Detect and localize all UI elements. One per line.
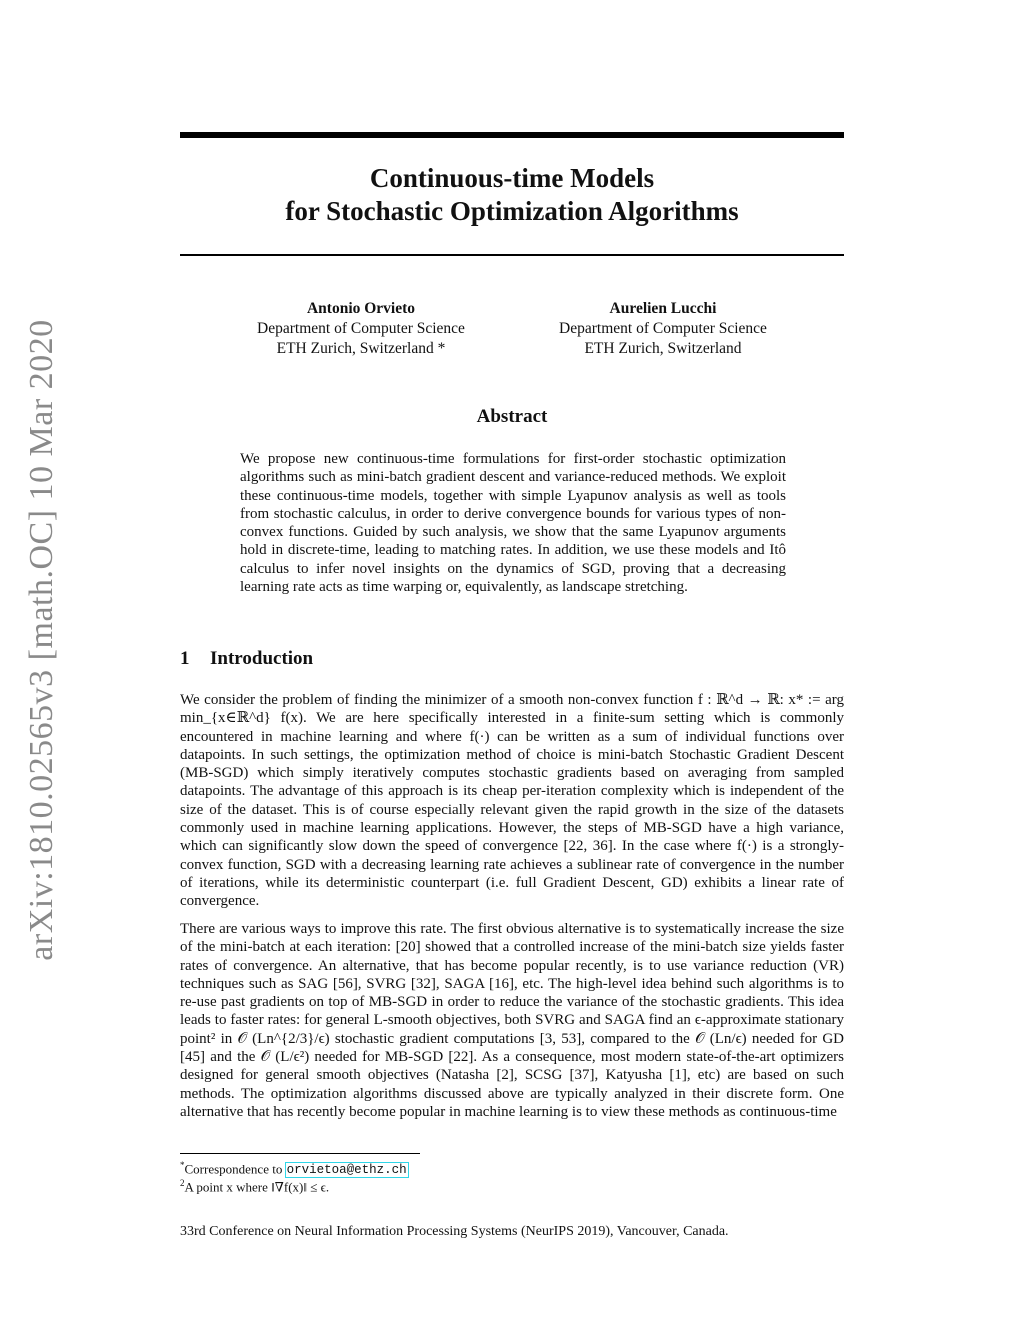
- section-heading: [180, 648, 313, 670]
- conference-note: 33rd Conference on Neural Information Processing Systems (NeurIPS 2019), Vancouver, Canada.: [180, 1224, 729, 1239]
- author-affil: ETH Zurich, Switzerland: [584, 340, 742, 357]
- author-name: Antonio Orvieto: [306, 300, 416, 317]
- footnote-2-text: A point x where ‖∇f(x)‖ ≤ ϵ.: [184, 1179, 330, 1195]
- email-link[interactable]: orvietoa@ethz.ch: [286, 1163, 407, 1178]
- title-line-2: for Stochastic Optimization Algorithms: [285, 196, 739, 226]
- abstract-heading: Abstract: [476, 406, 548, 427]
- author-block-2: [513, 299, 813, 359]
- title-rule-bottom: [180, 254, 844, 256]
- footnote-2: $^2$A point x where ‖∇f(x)‖ ≤ ϵ.: [180, 1178, 330, 1195]
- footnote-1-text: Correspondence to: [184, 1161, 283, 1177]
- author-affil: ETH Zurich, Switzerland *: [276, 340, 446, 357]
- author-dept: Department of Computer Science: [559, 320, 767, 337]
- abstract-text: We propose new continuous-time formulations for first-order stochastic optimization algorithms such as mini-batch gradient descent and variance-reduced methods. We exploit these continuous-time models, together with simple Lyapunov analysis as well as tools from stochastic calculus, in order to derive convergence bounds for various types of non-convex functions. Guided by such analysis, we show that the same Lyapunov arguments hold in discrete-time, leading to matching rates. In addition, we use these models and Itô calculus to infer novel insights on the dynamics of SGD, proving that a decreasing learning rate acts as time warping or, equivalently, as landscape stretching.: [240, 451, 786, 596]
- paper-title: [180, 162, 844, 228]
- author-name: Aurelien Lucchi: [609, 300, 717, 317]
- section-number: 1: [180, 648, 190, 669]
- footnote-rule: [180, 1153, 420, 1154]
- title-line-1: Continuous-time Models: [369, 163, 655, 193]
- author-dept: Department of Computer Science: [257, 320, 465, 337]
- intro-paragraph-1: We consider the problem of finding the minimizer of a smooth non-convex function f : ℝ^d → ℝ: x* := arg min_{x∈ℝ^d} f(x). We are here specifically interested in a finite-sum setting which is commonly encountered in machine learning and where f(·) can be written as a sum of individual functions over datapoints. In such settings, the optimization method of choice is mini-batch Stochastic Gradient Descent (MB-SGD) which simply iteratively computes stochastic gradients based on averaging from sampled datapoints. The advantage of this approach is its cheap per-iteration complexity which is independent of the size of the dataset. This is of course especially relevant given the rapid growth in the size of the datasets commonly used in machine learning applications. However, the steps of MB-SGD have a high variance, which can significantly slow down the speed of convergence [22, 36]. In the case where f(·) is a strongly-convex function, SGD with a decreasing learning rate achieves a sublinear rate of convergence in the number of iterations, while its deterministic counterpart (i.e. full Gradient Descent, GD) exhibits a linear rate of convergence.: [180, 692, 844, 910]
- title-rule-top: [180, 132, 844, 138]
- section-title: Introduction: [210, 648, 314, 669]
- arxiv-stamp: arXiv:1810.02565v3 [math.OC] 10 Mar 2020: [23, 319, 60, 961]
- intro-paragraph-2: There are various ways to improve this rate. The first obvious alternative is to systematically increase the size of the mini-batch at each iteration: [20] showed that a controlled increase of the mini-batch size yields faster rates of convergence. An alternative, that has become popular recently, is to use variance reduction (VR) techniques such as SAG [56], SVRG [32], SAGA [16], etc. The high-level idea behind such algorithms is to re-use past gradients on top of MB-SGD in order to reduce the variance of the stochastic gradients. This idea leads to faster rates: for general L-smooth objectives, both SVRG and SAGA find an ϵ-approximate stationary point² in 𝒪 (Ln^{2/3}/ϵ) stochastic gradient computations [3, 53], compared to the 𝒪 (Ln/ϵ) needed for GD [45] and the 𝒪 (L/ϵ²) needed for MB-SGD [22]. As a consequence, most modern state-of-the-art optimizers designed for general smooth objectives (Natasha [2], SCSG [37], Katyusha [1], etc) are based on such methods. The optimization algorithms discussed above are typically analyzed in their discrete form. One alternative that has recently become popular in machine learning is to view these methods as continuous-time: [180, 921, 844, 1120]
- author-block-1: [211, 299, 511, 359]
- footnote-1: *Correspondence to orvietoa@ethz.ch: [180, 1160, 407, 1178]
